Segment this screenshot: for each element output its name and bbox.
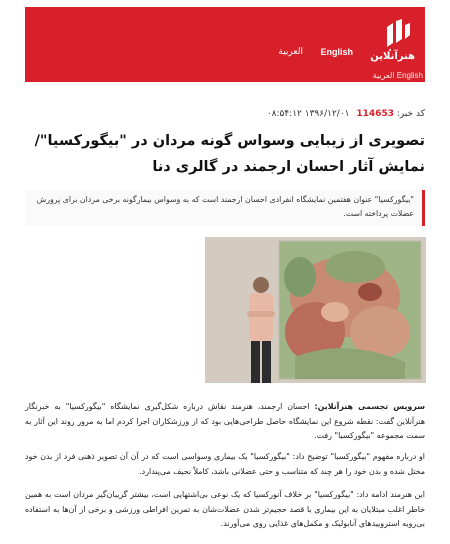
news-code-label: کد خبر: (396, 109, 425, 119)
lang-arabic-link[interactable]: العربية (278, 47, 303, 57)
service-byline: سرویس تجسمی هنرآنلاین: (314, 402, 425, 411)
article-photo (205, 237, 426, 383)
article-paragraph-2: او درباره مفهوم "بیگورکسیا" توضیح داد: "بیگورکسیا" یک بیماری وسواسی است که در آن آن تصویر ذهنی فرد از بدن خود مختل شده و بدن خود را هر چند که متناسب و حتی عضلانی باشد، کاملاً نحیف می‌پندارد. (25, 452, 425, 476)
artist-with-painting-image (205, 237, 426, 383)
article-title: تصویری از زیبایی وسواس گونه مردان در "بیگورکسیا"/ نمایش آثار احسان ارجمند در گالری دنا (34, 133, 425, 175)
site-header (25, 7, 425, 82)
site-logo-icon[interactable] (381, 17, 413, 51)
article-paragraph-1 (25, 400, 425, 444)
lang-links-duplicate[interactable]: العربية English (372, 71, 423, 80)
article-paragraph-3: این هنرمند ادامه داد: "بیگورکسیا" بر خلاف آنورکسیا که یک نوعی بی‌اشتهایی است، بیشتر گریبان‌گیر مردان است به همین خاطر اغلب مبتلایان به این بیماری با قصد حجیم‌تر شدن عضلات‌شان به تمرین افراطی ورزشی و برخی از آن‌ها به استفاده بی‌رویه استروییدهای آنابولیک و مکمل‌های غذایی روی می‌آورند. (25, 490, 425, 528)
site-logo-text[interactable]: هنرآنلاین (370, 51, 415, 62)
lang-english-link[interactable]: English (320, 47, 353, 57)
publish-datetime: ۱۳۹۶/۱۲/۰۱ ۰۸:۵۴:۱۲ (266, 109, 350, 119)
paragraph-1-text: احسان ارجمند، هنرمند نقاش درباره شکل‌گیری نمایشگاه "بیگورکسیا" به خبرنگار هنرآنلاین گفت: نقطه شروع این نمایشگاه حاصل طراحی‌هایی بود که از ورزشکاران اجرا کردم اما به مرور روند این آثار به سمت مجموعه "بیگورکسیا" رفت. (25, 402, 425, 440)
news-code-value: 114653 (356, 109, 394, 119)
article-meta (267, 109, 425, 119)
article-lead: "بیگورکسیا" عنوان هفتمین نمایشگاه انفرادی احسان ارجمند است که به وسواس بیمارگونه برخی مردان برای پرورش عضلات پرداخته است. (25, 190, 425, 226)
